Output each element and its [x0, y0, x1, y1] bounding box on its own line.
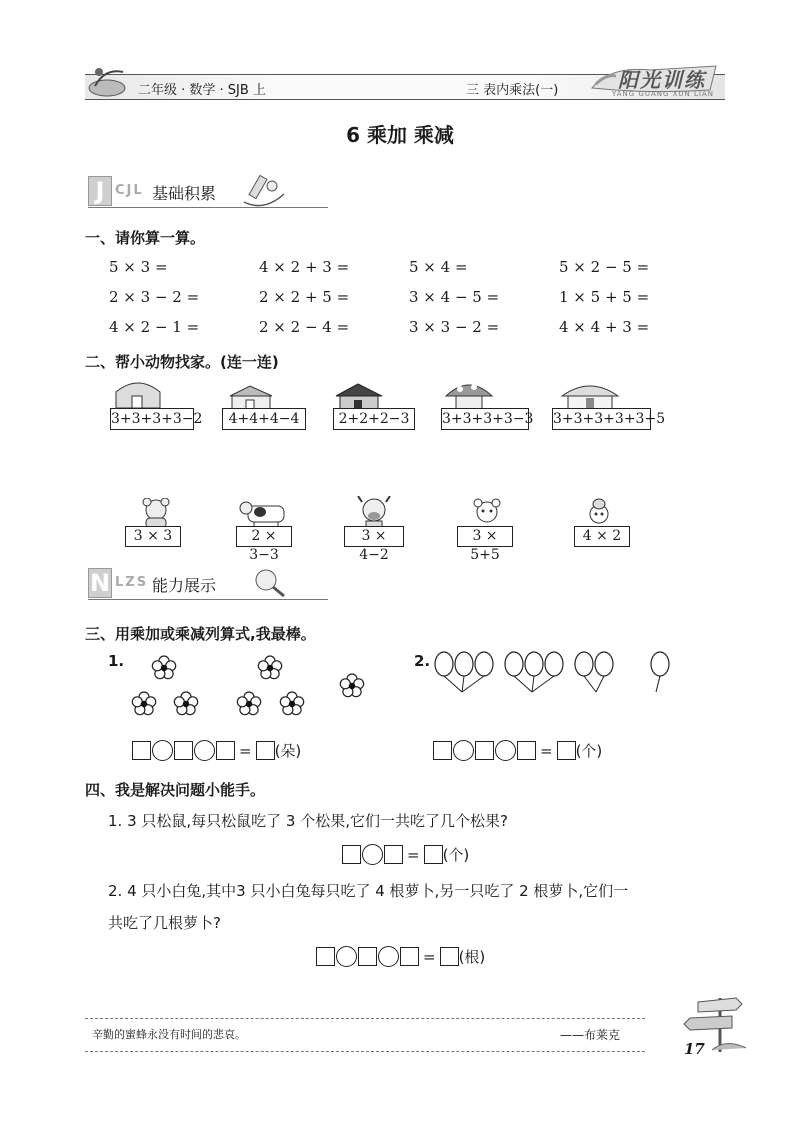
bear-icon — [470, 498, 504, 528]
calc-item: 4 × 2 + 3 = — [259, 258, 350, 276]
calc-item: 5 × 4 = — [409, 258, 468, 276]
header-grade-info: 二年级 · 数学 · SJB 上 — [138, 83, 266, 98]
answer-box[interactable] — [316, 947, 335, 966]
calc-item: 3 × 3 − 2 = — [409, 318, 500, 336]
unit-label: (个) — [575, 742, 603, 760]
section-letter: J — [88, 176, 112, 206]
grasshopper-logo-icon — [85, 58, 135, 100]
header-unit-info: 三 表内乘法(一) — [466, 83, 559, 98]
q4-problem-2-line1: 2. 4 只小白兔,其中3 只小白兔每只吃了 4 根萝卜,另一只吃了 2 根萝卜,它们一 — [108, 882, 629, 900]
answer-box[interactable] — [475, 741, 494, 760]
house-icon — [226, 384, 276, 410]
flower-icon — [132, 692, 155, 715]
answer-box[interactable] — [358, 947, 377, 966]
calc-item: 2 × 3 − 2 = — [109, 288, 200, 306]
lesson-title: 6 乘加 乘减 — [346, 123, 454, 147]
q4-problem-2-line2: 共吃了几根萝卜? — [108, 914, 221, 932]
calc-item: 1 × 5 + 5 = — [559, 288, 650, 306]
house-icon — [112, 378, 164, 410]
section-name: 能力展示 — [152, 576, 217, 595]
section-code: CJL — [115, 183, 144, 198]
answer-box[interactable] — [400, 947, 419, 966]
house-expr[interactable]: 3+3+3+3−3 — [441, 408, 529, 430]
animal-expr[interactable]: 3 × 4−2 — [344, 526, 404, 547]
flower-icon — [340, 674, 363, 697]
q3-item2-number: 2. — [414, 652, 431, 670]
answer-box[interactable] — [132, 741, 151, 760]
section-letter: N — [89, 569, 111, 597]
unit-label: (个) — [442, 846, 470, 864]
operator-circle[interactable] — [194, 740, 215, 761]
calc-item: 4 × 4 + 3 = — [559, 318, 650, 336]
operator-circle[interactable] — [152, 740, 173, 761]
answer-box[interactable] — [174, 741, 193, 760]
house-expr[interactable]: 3+3+3+3−2 — [110, 408, 194, 430]
pencil-ruler-icon — [240, 172, 288, 212]
section-banner-basic — [88, 176, 338, 208]
section-banner-ability — [88, 568, 338, 600]
q3-item1-number: 1. — [108, 652, 125, 670]
calc-item: 5 × 3 = — [109, 258, 168, 276]
q4-answer-2: = (根) — [316, 946, 485, 967]
brand-logo — [590, 60, 720, 100]
q4-answer-1: = (个) — [342, 844, 469, 865]
footer-author: ——布莱克 — [560, 1028, 621, 1042]
footer-quote: 辛勤的蜜蜂永没有时间的悲哀。 — [92, 1028, 246, 1041]
calc-item: 2 × 2 + 5 = — [259, 288, 350, 306]
q1-title: 一、请你算一算。 — [85, 229, 206, 247]
q4-title: 四、我是解决问题小能手。 — [85, 781, 266, 799]
answer-box[interactable] — [440, 947, 459, 966]
house-expr[interactable]: 4+4+4−4 — [222, 408, 306, 430]
q3-title: 三、用乘加或乘减列算式,我最棒。 — [85, 625, 316, 643]
unit-label: (朵) — [274, 742, 302, 760]
flower-icon — [258, 656, 281, 679]
answer-box[interactable] — [557, 741, 576, 760]
cow-face-icon — [356, 496, 392, 528]
magnifier-icon — [248, 564, 292, 602]
operator-circle[interactable] — [362, 844, 383, 865]
q3-answer-1: = (朵) — [132, 740, 301, 761]
animal-expr[interactable]: 3 × 3 — [125, 526, 181, 547]
brand-pinyin: YANG GUANG XUN LIAN — [612, 90, 714, 98]
animal-expr[interactable]: 4 × 2 — [574, 526, 630, 547]
answer-box[interactable] — [384, 845, 403, 864]
page-number: 17 — [684, 1040, 705, 1058]
flower-icon — [174, 692, 197, 715]
flower-icon — [280, 692, 303, 715]
cow-icon — [238, 498, 290, 528]
answer-box[interactable] — [433, 741, 452, 760]
answer-box[interactable] — [256, 741, 275, 760]
calc-item: 4 × 2 − 1 = — [109, 318, 200, 336]
operator-circle[interactable] — [453, 740, 474, 761]
bear-icon — [138, 498, 174, 528]
calc-item: 3 × 4 − 5 = — [409, 288, 500, 306]
calc-item: 5 × 2 − 5 = — [559, 258, 650, 276]
animal-expr[interactable]: 2 × 3−3 — [236, 526, 292, 547]
brand-name: 阳光训练 — [618, 68, 706, 92]
answer-box[interactable] — [342, 845, 361, 864]
answer-box[interactable] — [517, 741, 536, 760]
house-expr[interactable]: 3+3+3+3+3+5 — [552, 408, 651, 430]
house-expr[interactable]: 2+2+2−3 — [333, 408, 415, 430]
operator-circle[interactable] — [495, 740, 516, 761]
house-icon — [560, 380, 620, 410]
house-icon — [334, 382, 384, 410]
flower-icon — [237, 692, 260, 715]
section-code: LZS — [115, 575, 149, 590]
section-name: 基础积累 — [152, 184, 217, 203]
calc-item: 2 × 2 − 4 = — [259, 318, 350, 336]
operator-circle[interactable] — [378, 946, 399, 967]
balloons-illustration — [428, 650, 690, 696]
rabbit-icon — [586, 498, 612, 528]
answer-box[interactable] — [216, 741, 235, 760]
q4-problem-1: 1. 3 只松鼠,每只松鼠吃了 3 个松果,它们一共吃了几个松果? — [108, 812, 508, 830]
flower-icon — [152, 656, 175, 679]
q2-title: 二、帮小动物找家。(连一连) — [85, 353, 279, 371]
flowers-illustration — [120, 650, 380, 726]
unit-label: (根) — [458, 948, 486, 966]
animal-expr[interactable]: 3 × 5+5 — [457, 526, 513, 547]
q3-answer-2: = (个) — [433, 740, 602, 761]
operator-circle[interactable] — [336, 946, 357, 967]
mushroom-house-icon — [444, 380, 494, 410]
answer-box[interactable] — [424, 845, 443, 864]
